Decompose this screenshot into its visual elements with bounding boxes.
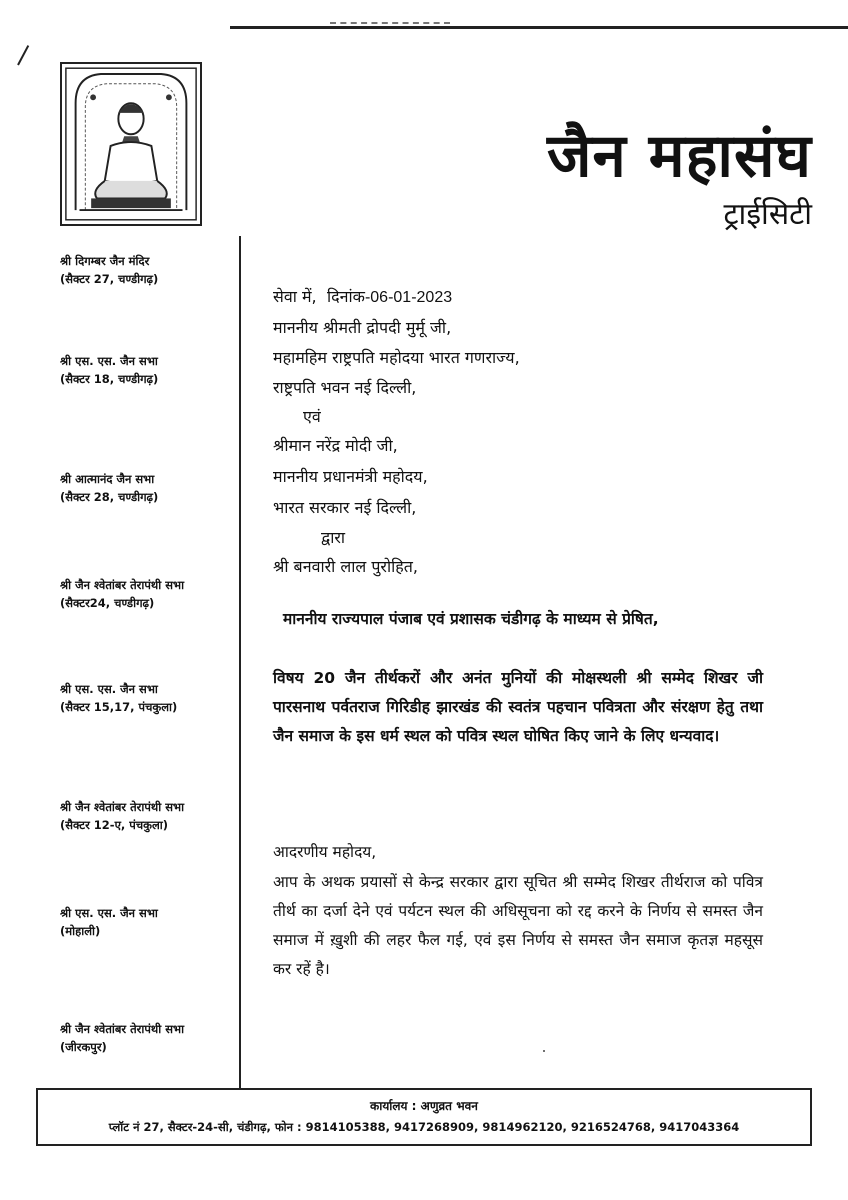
organization-title: जैन महासंघ (546, 121, 812, 191)
member-location: (मोहाली) (60, 924, 101, 938)
member-organization (60, 352, 235, 388)
salutation: आदरणीय महोदय, (273, 843, 377, 861)
address-line: महामहिम राष्ट्रपति महोदया भारत गणराज्य, (273, 348, 520, 367)
top-rule-dash (330, 22, 450, 24)
sidebar-divider (239, 236, 241, 1090)
member-name: श्री एस. एस. जैन सभा (60, 682, 158, 696)
organization-subtitle: ट्राईसिटी (723, 197, 812, 232)
via-line: माननीय राज्यपाल पंजाब एवं प्रशासक चंडीगढ़ के माध्यम से प्रेषित, (283, 610, 659, 628)
address-line: राष्ट्रपति भवन नई दिल्ली, (273, 378, 417, 397)
member-name: श्री आत्मानंद जैन सभा (60, 472, 155, 486)
member-location: (जीरकपुर) (60, 1040, 107, 1054)
member-organization (60, 252, 235, 288)
member-location: (सैक्टर24, चण्डीगढ़) (60, 596, 155, 610)
member-location: (सैक्टर 18, चण्डीगढ़) (60, 372, 159, 386)
address-line: एवं (303, 407, 321, 426)
member-location: (सैक्टर 12-ए, पंचकुला) (60, 818, 169, 832)
member-organization (60, 1020, 235, 1056)
member-location: (सैक्टर 15,17, पंचकुला) (60, 700, 178, 714)
footer-address: प्लॉट नं 27, सैक्टर-24-सी, चंडीगढ़, फोन : 9814105388, 9417268909, 9814962120, 9216524768, 9417043364 (108, 1120, 740, 1134)
address-line: सेवा में, (273, 287, 317, 306)
member-organization (60, 470, 235, 506)
address-line: माननीय श्रीमती द्रोपदी मुर्मू जी, (273, 318, 452, 337)
body-paragraph: आप के अथक प्रयासों से केन्द्र सरकार द्वारा सूचित श्री सम्मेद शिखर तीर्थराज को पवित्र तीर्थ का दर्जा देने एवं पर्यटन स्थल की अधिसूचना को रद्द करने के निर्णय से समस्त जैन समाज में ख़ुशी की लहर फैल गई, एवं इस निर्णय से समस्त जैन समाज कृतज्ञ महसूस कर रहें है। (273, 873, 763, 978)
corner-mark (17, 45, 29, 65)
footer-box (36, 1088, 812, 1146)
member-organization (60, 904, 235, 940)
member-name: श्री एस. एस. जैन सभा (60, 354, 158, 368)
member-location: (सैक्टर 27, चण्डीगढ़) (60, 272, 159, 286)
address-line: द्वारा (321, 528, 346, 547)
address-line: भारत सरकार नई दिल्ली, (273, 498, 417, 517)
member-name: श्री जैन श्वेतांबर तेरापंथी सभा (60, 578, 185, 592)
member-organization (60, 680, 235, 716)
member-name: श्री जैन श्वेतांबर तेरापंथी सभा (60, 1022, 185, 1036)
top-rule (230, 26, 848, 29)
member-name: श्री दिगम्बर जैन मंदिर (60, 254, 150, 268)
stray-dot (543, 1050, 545, 1052)
member-name: श्री जैन श्वेतांबर तेरापंथी सभा (60, 800, 185, 814)
address-line: श्री बनवारी लाल पुरोहित, (273, 557, 418, 576)
footer-office: कार्यालय : अणुव्रत भवन (370, 1099, 478, 1113)
meditating-figure-icon (62, 64, 200, 224)
letter-date: दिनांक-06-01-2023 (327, 289, 453, 306)
emblem-logo (60, 62, 202, 226)
member-location: (सैक्टर 28, चण्डीगढ़) (60, 490, 159, 504)
member-organization (60, 798, 235, 834)
member-name: श्री एस. एस. जैन सभा (60, 906, 158, 920)
address-line: माननीय प्रधानमंत्री महोदय, (273, 467, 428, 486)
member-organization (60, 576, 235, 612)
subject-paragraph: विषय 20 जैन तीर्थकरों और अनंत मुनियों की मोक्षस्थली श्री सम्मेद शिखर जी पारसनाथ पर्वतराज गिरिडीह झारखंड की स्वतंत्र पहचान पवित्रता और संरक्षण हेतु तथा जैन समाज के इस धर्म स्थल को पवित्र स्थल घोषित किए जाने के लिए धन्यवाद। (273, 669, 763, 745)
address-line: श्रीमान नरेंद्र मोदी जी, (273, 436, 398, 455)
